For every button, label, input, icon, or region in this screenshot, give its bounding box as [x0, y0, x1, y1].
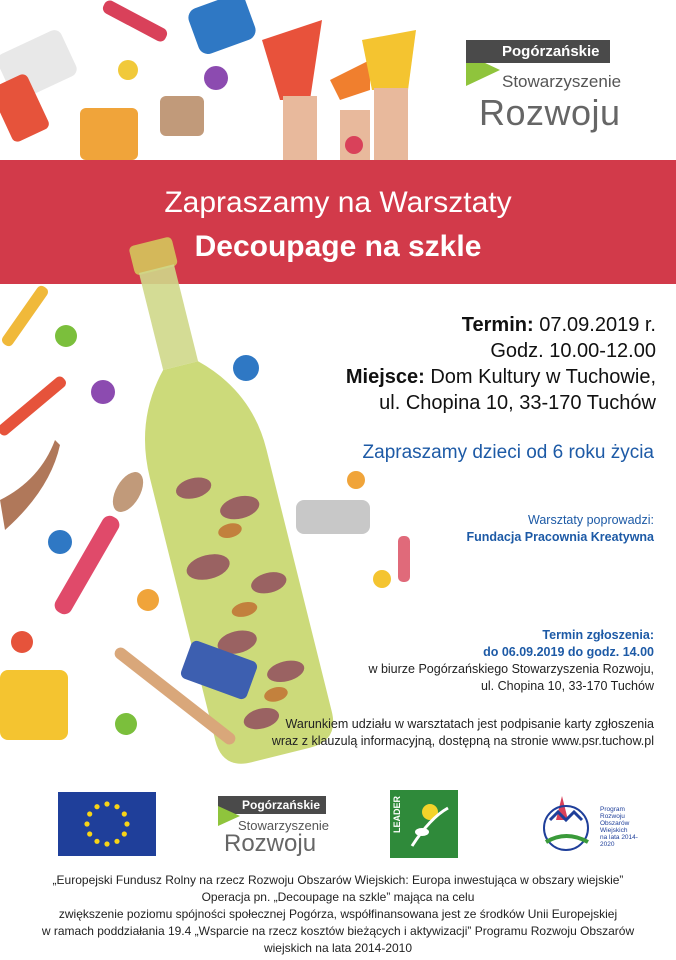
star-icon [84, 821, 89, 826]
place-row [346, 364, 656, 390]
logo-small-triangle-icon [218, 806, 240, 826]
paint-tube-icon [0, 28, 79, 144]
registration-label: Termin zgłoszenia: [542, 628, 654, 642]
date-row [346, 312, 656, 338]
registration-block [368, 627, 654, 695]
footer-line1: „Europejski Fundusz Rolny na rzecz Rozwoju Obszarów Wiejskich: Europa inwestująca w obszary wiejskie” [52, 873, 624, 887]
bead-icon [345, 136, 363, 154]
place-value: Dom Kultury w Tuchowie, [430, 366, 656, 388]
logo-badge: Pogórzańskie [466, 40, 610, 63]
registration-deadline: do 06.09.2019 do godz. 14.00 [483, 645, 654, 659]
star-icon [114, 804, 119, 809]
invite-text: Zapraszamy dzieci od 6 roku życia [362, 442, 654, 463]
prow-line: Program [600, 806, 625, 813]
bead-icon [118, 60, 138, 80]
prow-line: Obszarów [600, 820, 630, 827]
bead-icon [11, 631, 33, 653]
banner-title: Decoupage na szkle [194, 230, 482, 263]
star-icon [122, 811, 127, 816]
star-icon [114, 839, 119, 844]
footer-line3: zwiększenie poziomu spójności społecznej Pogórza, współfinansowana jest ze środków Unii Europejskiej [58, 907, 618, 921]
hand-icon [262, 20, 416, 160]
registration-office: w biurze Pogórzańskiego Stowarzyszenia Rozwoju, [368, 662, 654, 676]
bead-icon [55, 325, 77, 347]
place-address: ul. Chopina 10, 33-170 Tuchów [379, 392, 656, 414]
bead-icon [137, 589, 159, 611]
banner-subtitle: Zapraszamy na Warsztaty [164, 186, 512, 219]
footer-line4: w ramach poddziałania 19.4 „Wsparcie na rzecz kosztów bieżących i aktywizacji” Programu Rozwoju Obszarów [41, 924, 635, 938]
star-icon [122, 831, 127, 836]
logo-line1: Stowarzyszenie [502, 72, 622, 91]
funding-footer [0, 872, 676, 957]
date-label: Termin: [461, 314, 534, 336]
prow-line: Rozwoju [600, 813, 625, 820]
paint-bottle-icon [186, 0, 259, 57]
star-icon [94, 804, 99, 809]
conditions-block [272, 716, 654, 750]
prow-emblem-icon [532, 790, 602, 858]
leaf-icon [408, 798, 452, 850]
host-block [466, 512, 654, 546]
bead-icon [204, 66, 228, 90]
bead-icon [373, 570, 391, 588]
place-label: Miejsce: [345, 366, 425, 388]
prow-line: Wiejskich [600, 827, 628, 834]
host-name: Fundacja Pracownia Kreatywna [466, 530, 654, 544]
conditions-line2: wraz z klauzulą informacyjną, dostępną na stronie www.psr.tuchow.pl [271, 734, 654, 748]
prow-text [600, 806, 642, 848]
star-icon [94, 839, 99, 844]
event-info [346, 312, 656, 416]
footer-line2: Operacja pn. „Decoupage na szkle” mająca na celu [201, 890, 475, 904]
pencil-icon [101, 0, 169, 44]
star-icon [87, 811, 92, 816]
prow-line: na lata 2014-2020 [600, 834, 638, 848]
registration-address: ul. Chopina 10, 33-170 Tuchów [480, 679, 654, 693]
hours: Godz. 10.00-12.00 [490, 340, 656, 362]
bead-icon [115, 713, 137, 735]
psr-logo-small [218, 796, 348, 860]
palette-knife-icon [0, 440, 60, 530]
logo-small-line2: Rozwoju [224, 830, 317, 857]
date-value: 07.09.2019 r. [539, 314, 656, 336]
star-icon [124, 821, 129, 826]
logo-small-badge: Pogórzańskie [218, 796, 326, 814]
footer-line5: wiejskich na lata 2014-2010 [263, 941, 413, 955]
pencil-icon [0, 284, 50, 348]
bead-icon [48, 530, 72, 554]
star-icon [104, 801, 109, 806]
star-icon [87, 831, 92, 836]
leader-logo [390, 790, 458, 858]
leader-text: LEADER [392, 796, 402, 834]
pencil-icon [398, 536, 410, 582]
star-icon [104, 841, 109, 846]
brush-icon [160, 96, 204, 136]
eu-flag-icon [58, 792, 156, 856]
bead-icon [91, 380, 115, 404]
prow-logo [532, 790, 642, 858]
logo-line2: Rozwoju [479, 92, 621, 133]
conditions-line1: Warunkiem udziału w warsztatach jest podpisanie karty zgłoszenia [285, 717, 654, 731]
paint-jar-icon [0, 670, 68, 740]
host-label: Warsztaty poprowadzi: [528, 513, 654, 527]
paint-tube-icon [296, 500, 370, 534]
pencil-icon [0, 374, 68, 437]
psr-logo [466, 40, 656, 140]
paint-jar-icon [80, 108, 138, 160]
logo-small-line1: Stowarzyszenie [238, 818, 330, 833]
bead-icon [347, 471, 365, 489]
bead-icon [233, 355, 259, 381]
